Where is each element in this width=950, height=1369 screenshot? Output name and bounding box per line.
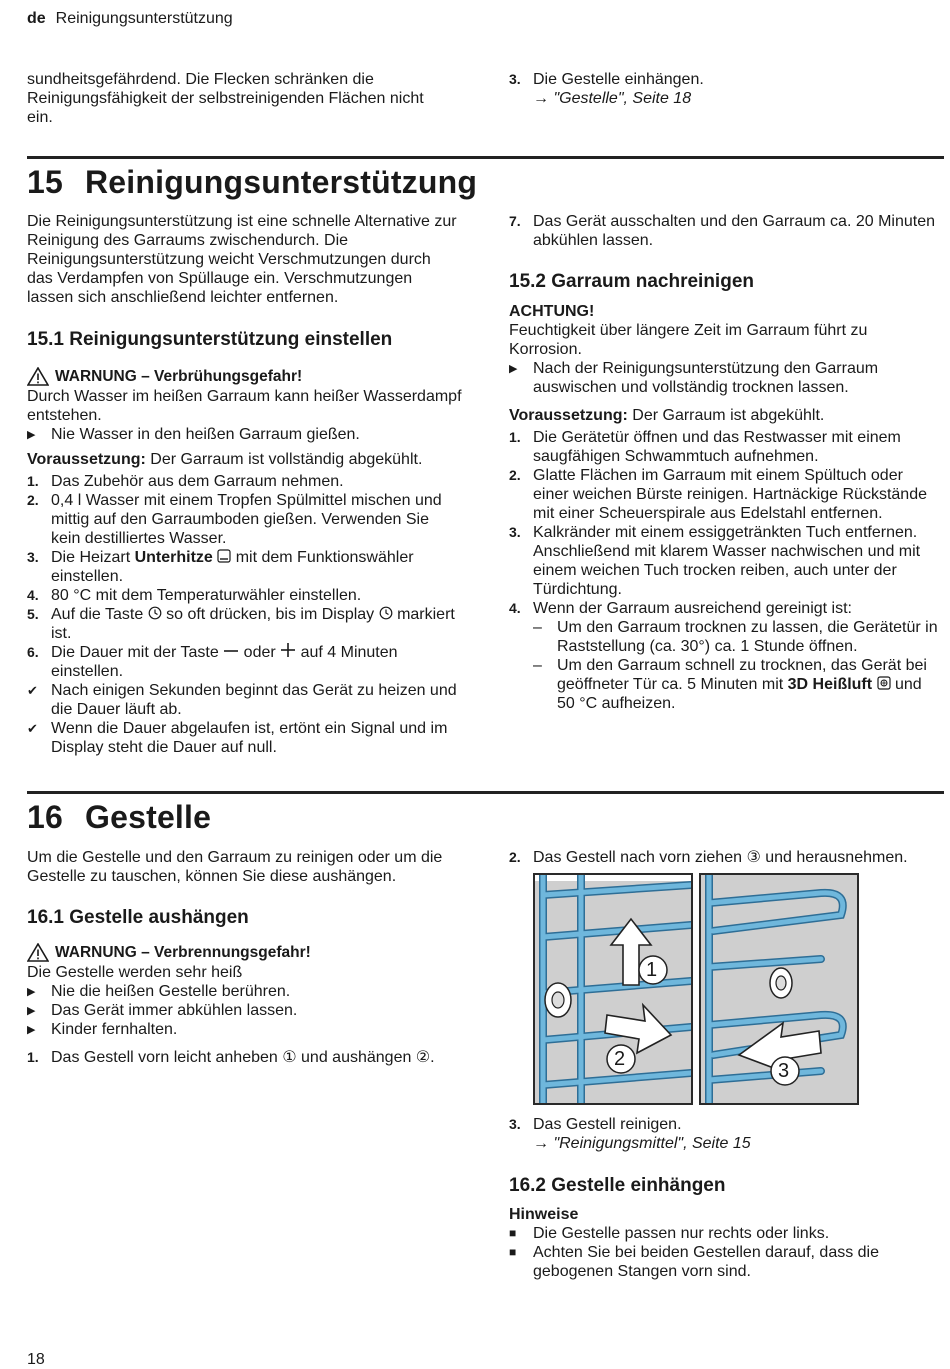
cross-reference[interactable]: → "Reinigungsmittel", Seite 15	[533, 1135, 751, 1152]
list-item: 1. Das Zubehör aus dem Garraum nehmen.	[27, 473, 344, 490]
check-icon: ✔	[27, 721, 38, 736]
figure-panel-right	[699, 873, 859, 1105]
section-15-intro: Die Reinigungsunterstützung ist eine schnelle Alternative zur Reinigung des Garraums zwischendurch. Die Reinigungsunterstützung weicht Verschmutzungen durch das Verdampfen von Spüllauge ein. Verschmutzungen lassen sich anschließend leichter entfernen.	[27, 213, 457, 306]
figure-label: 1	[646, 959, 658, 981]
section-15-right	[509, 212, 939, 713]
subsection-15-1-title: 15.1 Reinigungsunterstützung einstellen	[27, 329, 393, 350]
warning-icon	[27, 943, 49, 962]
list-item: ▶ Nach der Reinigungsunterstützung den Garraum auswischen und vollständig trocknen lassen.	[509, 360, 879, 396]
minus-icon	[223, 645, 239, 657]
list-item: 6. Die Dauer mit der Taste oder auf 4 Minuten einstellen.	[27, 644, 398, 680]
results-list	[27, 681, 462, 757]
cross-reference[interactable]: → "Gestelle", Seite 18	[533, 90, 692, 107]
list-item: 5. Auf die Taste so oft drücken, bis im Display markiert ist.	[27, 606, 455, 642]
notes-heading: Hinweise	[509, 1206, 579, 1223]
language-code: de	[27, 10, 46, 27]
page-header	[27, 10, 233, 28]
section-rule	[27, 791, 944, 794]
list-item: 1. Das Gestell vorn leicht anheben ① und aushängen ②.	[27, 1049, 435, 1066]
steps-list	[509, 428, 939, 618]
list-item: ▶ Kinder fernhalten.	[27, 1021, 178, 1038]
warning-text: Die Gestelle werden sehr heiß	[27, 964, 243, 981]
triangle-bullet-icon: ▶	[27, 1024, 36, 1036]
section-16-right-bottom	[509, 1115, 944, 1281]
section-16-left	[27, 848, 462, 1067]
warning-heading: WARNUNG – Verbrennungsgefahr!	[27, 943, 462, 962]
list-item: 2. Glatte Flächen im Garraum mit einem Spültuch oder einer weichen Bürste reinigen. Hartnäckige Rückstände mit einer Scheuerspirale aus Edelstahl entfernen.	[509, 467, 927, 522]
warning-block	[27, 367, 462, 757]
list-item: 3. Kalkränder mit einem essiggetränkten Tuch entfernen. Anschließend mit klarem Wasser nachwischen und mit einem weichen Tuch trocken reiben, auch unter der Türdichtung.	[509, 524, 921, 598]
hot-air-icon	[877, 676, 891, 690]
list-item: ✔ Nach einigen Sekunden beginnt das Gerät zu heizen und die Dauer läuft ab.	[27, 682, 457, 718]
section-15-title: 15 Reinigungsunterstützung	[27, 164, 478, 200]
list-item: 2. Das Gestell nach vorn ziehen ③ und herausnehmen.	[509, 849, 908, 866]
clock-icon	[148, 606, 162, 620]
precondition: Voraussetzung: Der Garraum ist abgekühlt.	[509, 407, 825, 424]
triangle-bullet-icon: ▶	[27, 986, 36, 998]
square-bullet-icon: ■	[509, 1245, 517, 1259]
subsection-16-1-title: 16.1 Gestelle aushängen	[27, 907, 249, 928]
notes-list	[509, 1224, 944, 1281]
list-item: 7. Das Gerät ausschalten und den Garraum ca. 20 Minuten abkühlen lassen.	[509, 213, 935, 249]
list-item: ✔ Wenn die Dauer abgelaufen ist, ertönt ein Signal und im Display steht die Dauer auf null.	[27, 720, 448, 756]
section-rule	[27, 156, 944, 159]
figure-label: 2	[614, 1048, 626, 1070]
list-item: ▶ Nie die heißen Gestelle berühren.	[27, 983, 291, 1000]
caution-heading: ACHTUNG!	[509, 303, 595, 320]
section-16-right-top	[509, 848, 944, 867]
list-item: 4. 80 °C mit dem Temperaturwähler einstellen.	[27, 587, 362, 604]
list-item: 4. Wenn der Garraum ausreichend gereinigt ist:	[509, 600, 852, 617]
list-item: 1. Die Gerätetür öffnen und das Restwasser mit einem saugfähigen Schwammtuch aufnehmen.	[509, 429, 901, 465]
figure-panel-left	[533, 873, 693, 1105]
subsection-16-2-title: 16.2 Gestelle einhängen	[509, 1175, 726, 1196]
warning-instruction: Nie Wasser in den heißen Garraum gießen.	[51, 426, 360, 443]
warning-text: Durch Wasser im heißen Garraum kann heißer Wasserdampf entstehen.	[27, 388, 462, 424]
top-step	[509, 70, 944, 108]
steps-list	[27, 472, 462, 681]
continued-text: sundheitsgefährdend. Die Flecken schränken die Reinigungsfähigkeit der selbstreinigenden Flächen nicht ein.	[27, 71, 424, 126]
list-item: – Um den Garraum schnell zu trocknen, das Gerät bei geöffneter Tür ca. 5 Minuten mit 3D Heißluft und 50 °C aufheizen.	[533, 657, 927, 712]
list-item: 3. Das Gestell reinigen.	[509, 1116, 682, 1133]
precondition: Voraussetzung: Der Garraum ist vollständig abgekühlt.	[27, 451, 423, 468]
bottom-heat-icon	[217, 549, 231, 563]
rack-removal-illustration	[533, 873, 855, 1105]
section-16-title: 16 Gestelle	[27, 799, 212, 835]
list-item: 3. Die Heizart Unterhitze mit dem Funktionswähler einstellen.	[27, 549, 414, 585]
clock-icon	[379, 606, 393, 620]
list-item: – Um den Garraum trocknen zu lassen, die Gerätetür in Raststellung (ca. 30°) ca. 1 Stunde öffnen.	[533, 619, 938, 655]
triangle-bullet-icon: ▶	[509, 363, 518, 375]
triangle-bullet-icon: ▶	[27, 1005, 36, 1017]
plus-icon	[280, 643, 296, 657]
triangle-bullet-icon: ▶	[27, 429, 36, 441]
check-icon: ✔	[27, 683, 38, 698]
section-16-intro: Um die Gestelle und den Garraum zu reinigen oder um die Gestelle zu tauschen, können Sie diese aushängen.	[27, 849, 443, 885]
header-title: Reinigungsunterstützung	[55, 10, 233, 27]
subsection-15-2-title: 15.2 Garraum nachreinigen	[509, 271, 754, 292]
caution-text: Feuchtigkeit über längere Zeit im Garraum führt zu Korrosion.	[509, 322, 868, 358]
warning-heading: WARNUNG – Verbrühungsgefahr!	[27, 367, 462, 386]
list-item: ■ Achten Sie bei beiden Gestellen darauf, dass die gebogenen Stangen vorn sind.	[509, 1244, 880, 1280]
drying-options	[509, 618, 939, 713]
warning-icon	[27, 367, 49, 386]
list-item: 2. 0,4 l Wasser mit einem Tropfen Spülmittel mischen und mittig auf den Garraumboden gießen. Verwenden Sie kein destilliertes Wasser.	[27, 492, 442, 547]
list-item: ■ Die Gestelle passen nur rechts oder links.	[509, 1225, 830, 1242]
step-text: Die Gestelle einhängen.	[533, 71, 704, 88]
square-bullet-icon: ■	[509, 1226, 517, 1240]
page-number: 18	[27, 1351, 45, 1368]
figure-label: 3	[778, 1060, 790, 1082]
step-number: 3.	[509, 71, 521, 87]
list-item: ▶ Das Gerät immer abkühlen lassen.	[27, 1002, 298, 1019]
